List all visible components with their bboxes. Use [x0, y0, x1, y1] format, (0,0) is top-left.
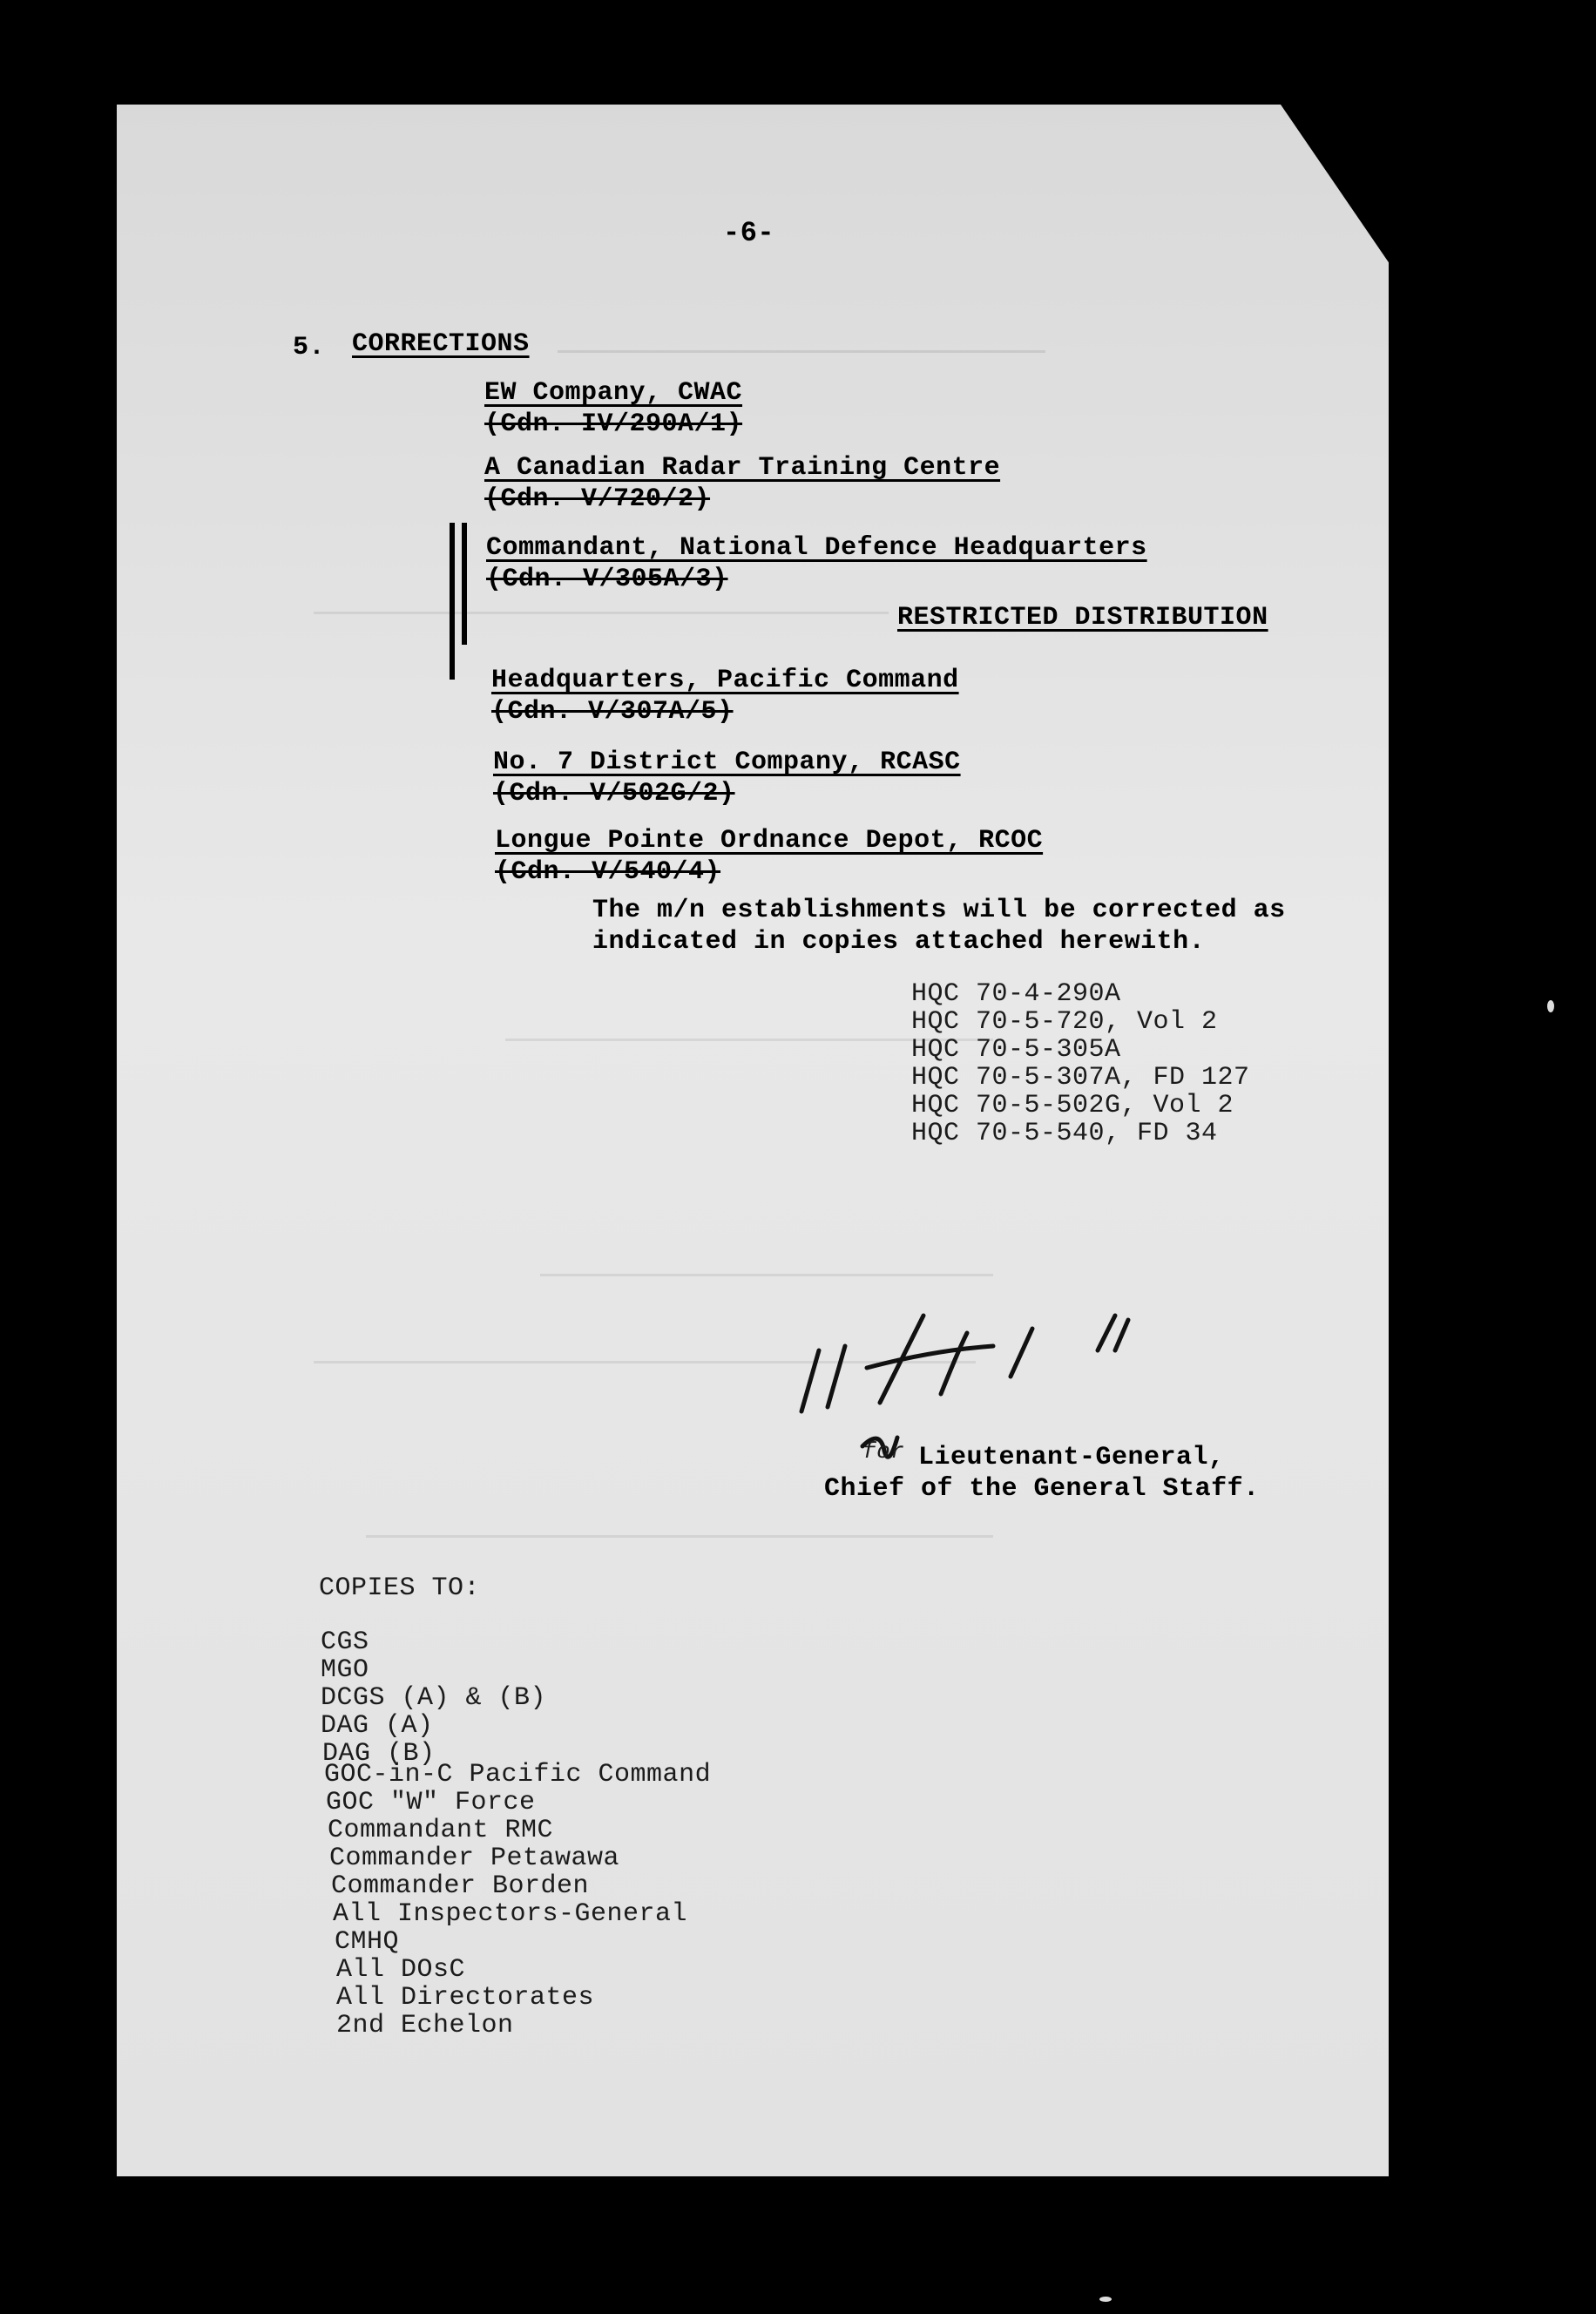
recipient: All Directorates: [336, 1983, 595, 2013]
recipient: All Inspectors-General: [333, 1899, 688, 1929]
hqc-reference: HQC 70-5-720, Vol 2: [911, 1007, 1218, 1037]
recipient: DCGS (A) & (B): [321, 1683, 547, 1713]
unit-cdn-ref: (Cdn. V/502G/2): [493, 779, 735, 809]
recipient: CMHQ: [335, 1927, 400, 1957]
recipient: GOC "W" Force: [326, 1788, 536, 1817]
section-heading: CORRECTIONS: [352, 329, 530, 359]
correction-note-line2: indicated in copies attached herewith.: [592, 927, 1206, 957]
recipient: Commandant RMC: [328, 1816, 554, 1845]
recipient: CGS: [321, 1627, 369, 1657]
recipient: MGO: [321, 1655, 369, 1685]
hqc-reference: HQC 70-5-305A: [911, 1035, 1121, 1065]
hqc-reference: HQC 70-5-502G, Vol 2: [911, 1091, 1234, 1120]
unit-name: No. 7 District Company, RCASC: [493, 748, 961, 777]
recipient: GOC-in-C Pacific Command: [324, 1760, 712, 1790]
page-number: -6-: [723, 217, 775, 249]
margin-mark: [450, 523, 455, 680]
bleed-through-mark: [558, 331, 1045, 353]
unit-name: A Canadian Radar Training Centre: [484, 453, 1001, 483]
signature-title-2: Chief of the General Staff.: [824, 1474, 1260, 1504]
unit-name: Commandant, National Defence Headquarters: [486, 533, 1147, 563]
restricted-distribution-label: RESTRICTED DISTRIBUTION: [897, 603, 1268, 633]
unit-cdn-ref: (Cdn. IV/290A/1): [484, 409, 743, 439]
unit-name: EW Company, CWAC: [484, 378, 743, 408]
unit-name: Longue Pointe Ordnance Depot, RCOC: [495, 826, 1044, 856]
signature-title-1: Lieutenant-General,: [918, 1443, 1225, 1472]
unit-name: Headquarters, Pacific Command: [491, 666, 959, 695]
correction-note-line1: The m/n establishments will be corrected as: [592, 896, 1286, 925]
dust-speck: [1099, 2297, 1112, 2302]
bleed-through-mark: [540, 1255, 993, 1276]
recipient: 2nd Echelon: [336, 2011, 514, 2040]
section-number: 5.: [293, 333, 326, 362]
dust-speck: [1547, 1000, 1554, 1012]
recipient: Commander Borden: [331, 1871, 590, 1901]
unit-cdn-ref: (Cdn. V/540/4): [495, 857, 721, 887]
hqc-reference: HQC 70-4-290A: [911, 979, 1121, 1009]
recipient: Commander Petawawa: [329, 1844, 620, 1873]
bleed-through-mark: [366, 1516, 993, 1538]
unit-cdn-ref: (Cdn. V/307A/5): [491, 697, 734, 727]
recipient: DAG (A): [321, 1711, 434, 1741]
unit-cdn-ref: (Cdn. V/305A/3): [486, 565, 728, 594]
margin-mark: [462, 523, 467, 645]
recipient: DAG (B): [322, 1739, 436, 1769]
hqc-reference: HQC 70-5-307A, FD 127: [911, 1063, 1250, 1093]
copies-to-heading: COPIES TO:: [319, 1573, 481, 1603]
recipient: All DOsC: [336, 1955, 466, 1985]
hqc-reference: HQC 70-5-540, FD 34: [911, 1119, 1218, 1148]
signature-prefix: for: [862, 1438, 905, 1465]
unit-cdn-ref: (Cdn. V/720/2): [484, 484, 711, 514]
bleed-through-mark: [314, 592, 889, 614]
